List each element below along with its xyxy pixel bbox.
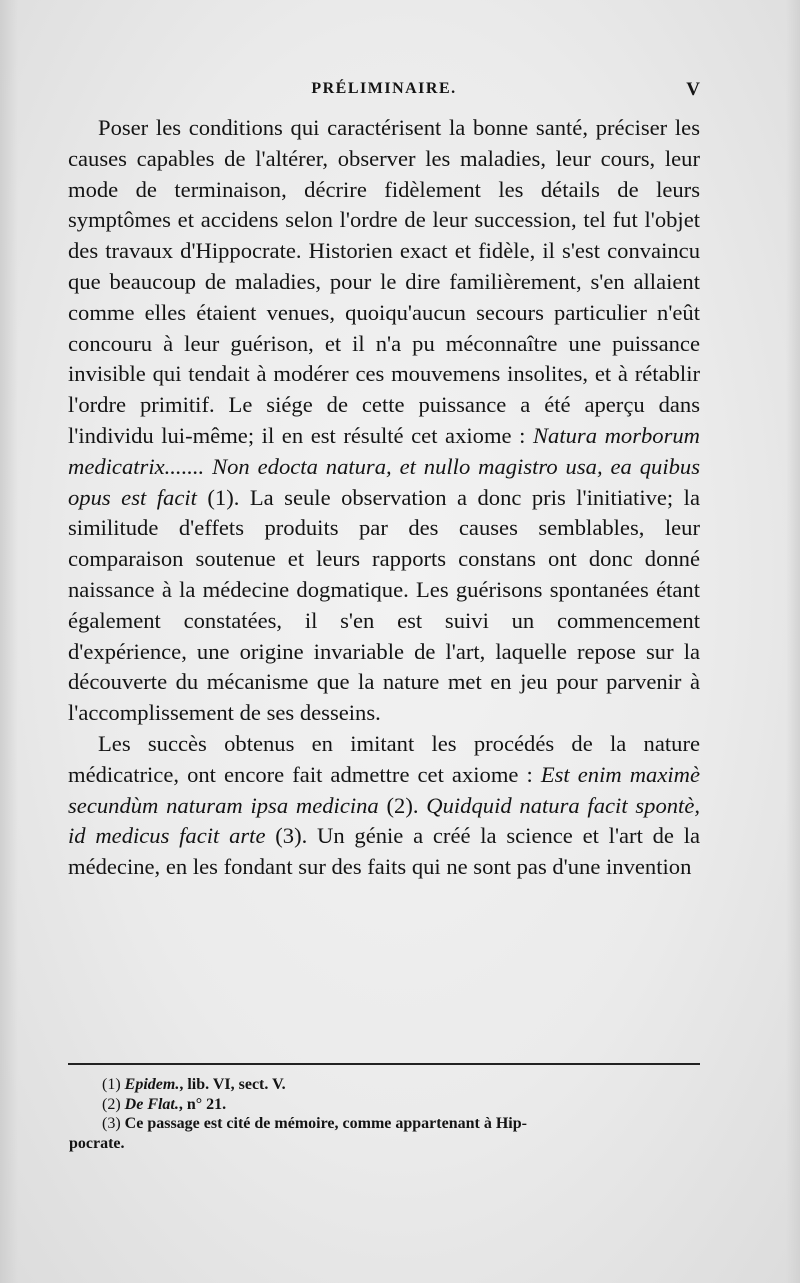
footnote-3-text: Ce passage est cité de mémoire, comme appartenant à Hip- xyxy=(124,1115,527,1132)
latin-axiom-1: Est enim maximè secundùm naturam ipsa medicina xyxy=(68,761,701,818)
page-number: V xyxy=(686,79,700,100)
paragraph-1-text-a: Poser les conditions qui caractérisent la bonne santé, préciser les causes capables de l'altérer, observer les maladies, leur cours, leur mode de terminaison, décrire fidèlement les détails de leurs symptômes et accidens selon l'ordre de leur succession, tel fut l'objet des travaux d'Hippocrate. Historien exact et fidèle, il s'est convaincu que beaucoup de maladies, pour le dire familièrement, s'en allaient comme elles étaient venues, quoiqu'aucun secours particulier n'eût concouru à leur guérison, et il n'a pu méconnaître une puissance invisible qui tendait à modérer ces mouvemens insolites, et à rétablir l'ordre primitif. Le siége de cette puissance a été aperçu dans l'individu lui-même; il en est résulté cet axiome : xyxy=(68,115,700,448)
latin-axiom-2: Quidquid natura facit spontè, id medicus facit arte xyxy=(68,792,701,849)
footnote-1-reference: Epidem. xyxy=(124,1076,180,1093)
paragraph-1-text-b: (1). La seule observation a donc pris l'initiative; la similitude d'effets produits par des causes semblables, leur comparaison soutenue et leurs rapports constans ont donc donné naissance à la médecine dogmatique. Les guérisons spontanées étant également constatées, il s'en est suivi un commencement d'expérience, une origine invariable de l'art, laquelle repose sur la découverte du mécanisme que la nature met en jeu pour parvenir à l'accomplissement de ses desseins. xyxy=(68,484,700,726)
footnote-3-mark: (3) xyxy=(102,1115,121,1132)
page-header xyxy=(68,80,700,110)
footnote-1 xyxy=(68,1075,700,1095)
latin-quotation: Natura morborum medicatrix....... Non edocta natura, et nullo magistro usa, ea quibus opus est facit xyxy=(68,422,700,510)
footnote-2-mark: (2) xyxy=(102,1095,121,1113)
footnote-3 xyxy=(68,1114,700,1153)
footnote-1-text: , lib. VI, sect. V. xyxy=(179,1076,286,1093)
paragraph-2-text-c: (3). Un génie a créé la science et l'art de la médecine, en les fondant sur des faits qui ne sont pas d'une invention xyxy=(68,823,701,880)
running-title: PRÉLIMINAIRE. xyxy=(311,80,457,97)
footnote-2-text: , n° 21. xyxy=(178,1095,227,1113)
paragraph-2 xyxy=(68,729,700,883)
footnote-2 xyxy=(68,1095,700,1115)
paragraph-1 xyxy=(68,113,700,729)
paragraph-2-text-a: Les succès obtenus en imitant les procédés de la nature médicatrice, ont encore fait admettre cet axiome : xyxy=(68,730,700,787)
footnote-1-mark: (1) xyxy=(102,1076,121,1093)
body-text xyxy=(68,113,700,883)
paragraph-2-text-b: (2). xyxy=(378,792,427,818)
footnote-2-reference: De Flat. xyxy=(124,1095,179,1113)
footnotes xyxy=(68,1075,700,1153)
footnote-3-continuation: pocrate. xyxy=(69,1134,125,1152)
footnote-rule xyxy=(68,1063,700,1065)
